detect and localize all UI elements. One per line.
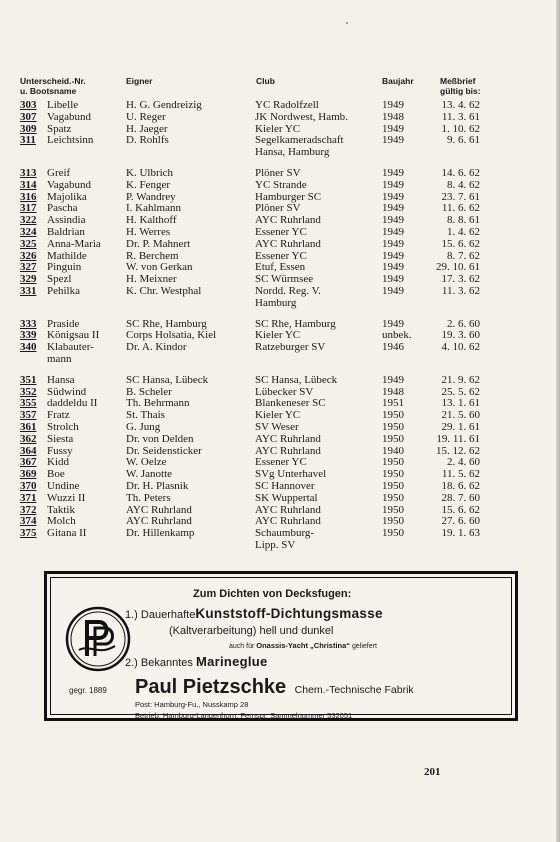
boat-name: Majolika [47, 190, 87, 203]
boat-number [20, 354, 47, 366]
table-row [20, 203, 480, 215]
certificate-valid-until: 1. 10. 62 [441, 122, 480, 135]
club-name: AYC Ruhrland [255, 503, 321, 516]
certificate-valid-until: 11. 6. 62 [441, 202, 480, 215]
owner-name: H. Meixner [126, 273, 177, 286]
table-row [20, 298, 480, 310]
certificate-valid-until: 11. 3. 61 [441, 110, 480, 123]
boat-number: 313 [20, 166, 37, 179]
club-name: Kieler YC [255, 122, 301, 135]
boat-name: Siesta [47, 432, 74, 445]
certificate-valid-until: 27. 6. 60 [441, 515, 480, 528]
table-row [20, 481, 480, 493]
owner-name: U. Reger [126, 110, 166, 123]
owner-name: Dr. Seidensticker [126, 444, 202, 457]
product-1-prefix: 1.) Dauerhafte [125, 609, 196, 621]
build-year: 1950 [382, 409, 404, 422]
founded-year: gegr. 1889 [69, 686, 107, 695]
boat-number: 322 [20, 214, 37, 227]
boat-number: 355 [20, 397, 37, 410]
owner-name: SC Rhe, Hamburg [126, 317, 207, 330]
boat-number: 327 [20, 261, 37, 274]
boat-name: Anna-Maria [47, 237, 101, 250]
boat-number: 340 [20, 341, 37, 354]
table-row [20, 457, 480, 469]
owner-name: AYC Ruhrland [126, 515, 192, 528]
build-year: 1950 [382, 432, 404, 445]
owner-name: St. Thais [126, 409, 165, 422]
club-name: AYC Ruhrland [255, 444, 321, 457]
header-certificate-line2: gültig bis: [440, 86, 481, 96]
club-name: SC Würmsee [255, 273, 314, 286]
certificate-valid-until: 17. 3. 62 [441, 273, 480, 286]
owner-name: SC Hansa, Lübeck [126, 373, 209, 386]
table-row [20, 505, 480, 517]
build-year: 1949 [382, 225, 404, 238]
table-row [20, 251, 480, 263]
build-year: 1950 [382, 420, 404, 433]
boat-number: 375 [20, 527, 37, 540]
company-line [135, 676, 414, 699]
build-year [382, 540, 424, 552]
header-owner: Eigner [126, 76, 153, 86]
boat-name: daddeldu II [47, 397, 98, 410]
print-speck [346, 22, 348, 24]
club-name: Lipp. SV [255, 538, 296, 551]
table-row [20, 286, 480, 298]
certificate-valid-until: 15. 12. 62 [436, 444, 480, 457]
certificate-valid-until: 21. 5. 60 [441, 409, 480, 422]
build-year: 1950 [382, 468, 404, 481]
certificate-valid-until [424, 147, 480, 159]
certificate-valid-until [424, 354, 480, 366]
product-1-note-yacht: Onassis-Yacht „Christina“ [256, 641, 351, 650]
table-row [20, 112, 480, 124]
certificate-valid-until: 19. 11. 61 [436, 432, 480, 445]
company-address: Post: Hamburg-Fu., Nusskamp 28 [135, 700, 249, 709]
build-year: 1949 [382, 178, 404, 191]
club-name: Hamburger SC [255, 190, 322, 203]
certificate-valid-until: 9. 6. 61 [447, 134, 480, 147]
boat-number: 331 [20, 284, 37, 297]
boat-name: Spatz [47, 122, 72, 135]
product-2 [125, 654, 268, 669]
table-row [20, 516, 480, 528]
table-row [20, 446, 480, 458]
certificate-valid-until: 15. 6. 62 [441, 503, 480, 516]
certificate-valid-until: 28. 7. 60 [441, 491, 480, 504]
club-name: Blankeneser SC [255, 397, 326, 410]
boat-name: Undine [47, 479, 80, 492]
build-year: 1949 [382, 261, 404, 274]
club-name: Essener YC [255, 249, 307, 262]
club-name: Etuf, Essen [255, 261, 306, 274]
boat-number: 329 [20, 273, 37, 286]
boat-name: Vagabund [47, 178, 91, 191]
build-year: 1949 [382, 190, 404, 203]
owner-name: H. Jaeger [126, 122, 168, 135]
build-year: 1950 [382, 527, 404, 540]
owner-name: K. Ulbrich [126, 166, 174, 179]
build-year [382, 147, 424, 159]
build-year: 1949 [382, 122, 404, 135]
boat-name: Klabauter- [47, 341, 94, 354]
build-year: 1946 [382, 341, 404, 354]
table-row [20, 398, 480, 410]
build-year: 1940 [382, 444, 404, 457]
boat-name: Greif [47, 166, 71, 179]
certificate-valid-until [424, 298, 480, 310]
certificate-valid-until: 15. 6. 62 [441, 237, 480, 250]
owner-name: W. Janotte [126, 468, 173, 481]
advertisement [44, 571, 518, 721]
build-year: 1950 [382, 456, 404, 469]
build-year: unbek. [382, 329, 412, 342]
boat-number [20, 540, 47, 552]
build-year: 1949 [382, 273, 404, 286]
boat-name: Gitana II [47, 527, 87, 540]
boat-name: Molch [47, 515, 76, 528]
boat-number: 361 [20, 420, 37, 433]
owner-name: Dr. P. Mahnert [126, 237, 191, 250]
certificate-valid-until: 2. 6. 60 [447, 317, 480, 330]
table-row [20, 239, 480, 251]
boat-number: 364 [20, 444, 37, 457]
build-year: 1950 [382, 479, 404, 492]
owner-name: Th. Peters [126, 491, 171, 504]
boat-name: Pascha [47, 202, 78, 215]
table-row [20, 274, 480, 286]
table-row [20, 192, 480, 204]
table-row [20, 147, 480, 159]
owner-name: K. Chr. Westphal [126, 284, 202, 297]
table-row [20, 528, 480, 540]
certificate-valid-until: 11. 5. 62 [441, 468, 480, 481]
boat-name: Hansa [47, 373, 75, 386]
page-number: 201 [424, 766, 441, 778]
club-name: AYC Ruhrland [255, 515, 321, 528]
boat-number: 339 [20, 329, 37, 342]
certificate-valid-until: 21. 9. 62 [441, 373, 480, 386]
boat-name: Taktik [47, 503, 75, 516]
build-year: 1950 [382, 515, 404, 528]
boat-number: 357 [20, 409, 37, 422]
club-name: Plöner SV [255, 166, 301, 179]
owner-name: D. Rohlfs [126, 134, 169, 147]
boat-number: 303 [20, 99, 37, 111]
certificate-valid-until: 8. 8. 61 [447, 214, 480, 227]
owner-name: W. Oelze [126, 456, 167, 469]
owner-name [126, 147, 255, 159]
club-name: Essener YC [255, 225, 307, 238]
header-year: Baujahr [382, 76, 414, 86]
table-row [20, 434, 480, 446]
boat-name: Fussy [47, 444, 73, 457]
owner-name: R. Berchem [126, 249, 179, 262]
boat-number: 352 [20, 385, 37, 398]
owner-name: B. Scheler [126, 385, 172, 398]
header-club: Club [256, 76, 275, 86]
club-name: SC Rhe, Hamburg [255, 317, 336, 330]
boat-name: Wuzzi II [47, 491, 86, 504]
boat-number: 333 [20, 317, 37, 330]
certificate-valid-until: 13. 1. 61 [441, 397, 480, 410]
certificate-valid-until: 29. 10. 61 [436, 261, 480, 274]
club-name: Kieler YC [255, 329, 301, 342]
boat-name: Leichtsinn [47, 134, 94, 147]
header-number-line1: Unterscheid.-Nr. [20, 76, 86, 86]
header-number-name [20, 76, 86, 96]
boat-number: 325 [20, 237, 37, 250]
club-name: YC Strande [255, 178, 307, 191]
certificate-valid-until: 1. 4. 62 [447, 225, 480, 238]
boat-name: Pinguin [47, 261, 82, 274]
certificate-valid-until: 14. 6. 62 [441, 166, 480, 179]
build-year: 1949 [382, 317, 404, 330]
club-name [255, 354, 382, 366]
group-spacer [20, 159, 480, 168]
table-row [20, 168, 480, 180]
owner-name: W. von Gerkan [126, 261, 193, 274]
boat-name: Libelle [47, 99, 79, 111]
club-name: Ratzeburger SV [255, 341, 326, 354]
certificate-valid-until: 13. 4. 62 [441, 99, 480, 111]
product-2-name: Marineglue [195, 654, 268, 669]
boat-number: 311 [20, 134, 36, 147]
owner-name: H. G. Gendreizig [126, 99, 202, 111]
boat-name: Assindia [47, 214, 86, 227]
build-year: 1949 [382, 134, 404, 147]
club-name: SVg Unterhavel [255, 468, 327, 481]
club-name: JK Nordwest, Hamb. [255, 110, 348, 123]
advertisement-title: Zum Dichten von Decksfugen: [193, 588, 352, 600]
boat-name: Fratz [47, 409, 70, 422]
build-year [382, 354, 424, 366]
build-year: 1950 [382, 503, 404, 516]
product-1-note-suffix: geliefert [351, 643, 377, 650]
owner-name: G. Jung [126, 420, 161, 433]
club-name: Lübecker SV [255, 385, 314, 398]
boat-number [20, 298, 47, 310]
owner-name: Dr. A. Kindor [126, 341, 187, 354]
product-1-note-prefix: auch für [229, 643, 255, 650]
owner-name: AYC Ruhrland [126, 503, 192, 516]
certificate-valid-until: 8. 4. 62 [447, 178, 480, 191]
certificate-valid-until: 19. 1. 63 [441, 527, 480, 540]
company-name: Paul Pietzschke [135, 676, 287, 698]
table-row [20, 262, 480, 274]
owner-name: Th. Behrmann [126, 397, 190, 410]
owner-name: I. Kahlmann [126, 202, 181, 215]
club-name: SC Hannover [255, 479, 315, 492]
boat-number [20, 147, 47, 159]
boat-name: Pehilka [47, 284, 80, 297]
boat-name: Strolch [47, 420, 79, 433]
table-row [20, 342, 480, 354]
club-name: Nordd. Reg. V. [255, 284, 321, 297]
boat-number: 316 [20, 190, 37, 203]
owner-name: Dr. von Delden [126, 432, 194, 445]
build-year: 1951 [382, 397, 404, 410]
boat-name: Boe [47, 468, 65, 481]
boat-name: mann [47, 352, 72, 365]
table-row [20, 215, 480, 227]
build-year: 1949 [382, 237, 404, 250]
boat-number: 370 [20, 479, 37, 492]
club-name: AYC Ruhrland [255, 237, 321, 250]
certificate-valid-until: 4. 10. 62 [441, 341, 480, 354]
club-name: SC Hansa, Lübeck [255, 373, 338, 386]
build-year: 1949 [382, 214, 404, 227]
product-1-note [229, 641, 377, 650]
header-number-line2: u. Bootsname [20, 86, 77, 96]
certificate-valid-until: 19. 3. 60 [441, 329, 480, 342]
boat-number: 324 [20, 225, 37, 238]
club-name: AYC Ruhrland [255, 432, 321, 445]
owner-name [126, 540, 255, 552]
build-year: 1949 [382, 373, 404, 386]
owner-name: H. Werres [126, 225, 171, 238]
club-name: AYC Ruhrland [255, 214, 321, 227]
group-spacer [20, 310, 480, 319]
certificate-valid-until: 25. 5. 62 [441, 385, 480, 398]
certificate-valid-until: 2. 4. 60 [447, 456, 480, 469]
owner-name [126, 298, 255, 310]
boat-name: Spezl [47, 273, 72, 286]
boat-number: 371 [20, 491, 37, 504]
boat-number: 369 [20, 468, 37, 481]
table-row [20, 375, 480, 387]
club-name: Hansa, Hamburg [255, 146, 330, 159]
owner-name: H. Kalthoff [126, 214, 177, 227]
club-name: Segelkameradschaft [255, 134, 344, 147]
owner-name: K. Fenger [126, 178, 170, 191]
boat-number: 326 [20, 249, 37, 262]
club-name: Plöner SV [255, 202, 301, 215]
company-type: Chem.-Technische Fabrik [294, 684, 414, 696]
owner-name: Dr. H. Plasnik [126, 479, 189, 492]
club-name: SK Wuppertal [255, 491, 318, 504]
table-row [20, 410, 480, 422]
boat-register-table [20, 100, 480, 552]
table-row [20, 469, 480, 481]
certificate-valid-until: 29. 1. 61 [441, 420, 480, 433]
header-certificate [440, 76, 481, 96]
certificate-valid-until [424, 540, 480, 552]
boat-name: Mathilde [47, 249, 87, 262]
club-name: YC Radolfzell [255, 99, 319, 111]
certificate-valid-until: 11. 3. 62 [441, 284, 480, 297]
company-logo-icon [65, 606, 131, 672]
product-1-detail: (Kaltverarbeitung) hell und dunkel [169, 625, 334, 637]
club-name: Essener YC [255, 456, 307, 469]
boat-number: 314 [20, 178, 37, 191]
table-row [20, 180, 480, 192]
boat-number: 367 [20, 456, 37, 469]
build-year [382, 298, 424, 310]
build-year: 1948 [382, 110, 404, 123]
header-certificate-line1: Meßbrief [440, 76, 476, 86]
club-name: SV Weser [255, 420, 299, 433]
owner-name: Dr. Hillenkamp [126, 527, 195, 540]
boat-number: 307 [20, 110, 37, 123]
owner-name: P. Wandrey [126, 190, 176, 203]
product-1-name: Kunststoff-Dichtungsmasse [195, 606, 383, 621]
table-row [20, 493, 480, 505]
boat-name [47, 298, 126, 310]
company-contact: Betrieb: Hamburg-Langenhorn, Fernspr. Sammelnummer 532051 [135, 711, 353, 720]
build-year: 1948 [382, 385, 404, 398]
boat-number: 351 [20, 373, 37, 386]
table-row [20, 135, 480, 147]
boat-name: Südwind [47, 385, 87, 398]
page-edge [556, 0, 560, 842]
table-row [20, 540, 480, 552]
owner-name: Corps Holsatia, Kiel [126, 329, 217, 342]
certificate-valid-until: 23. 7. 61 [441, 190, 480, 203]
product-1 [125, 606, 383, 621]
boat-name: Vagabund [47, 110, 91, 123]
boat-name: Praside [47, 317, 80, 330]
boat-name: Baldrian [47, 225, 85, 238]
build-year: 1950 [382, 491, 404, 504]
boat-name: Königsau II [47, 329, 100, 342]
boat-name [47, 540, 126, 552]
club-name: Schaumburg- [255, 527, 315, 540]
certificate-valid-until: 18. 6. 62 [441, 479, 480, 492]
owner-name [126, 354, 255, 366]
certificate-valid-until: 8. 7. 62 [447, 249, 480, 262]
build-year: 1949 [382, 166, 404, 179]
table-row [20, 354, 480, 366]
build-year: 1949 [382, 284, 404, 297]
group-spacer [20, 366, 480, 375]
boat-number: 362 [20, 432, 37, 445]
club-name: Kieler YC [255, 409, 301, 422]
build-year: 1949 [382, 99, 404, 111]
boat-number: 372 [20, 503, 37, 516]
club-name: Hamburg [255, 296, 297, 309]
product-2-prefix: 2.) Bekanntes [125, 657, 193, 669]
boat-number: 374 [20, 515, 37, 528]
boat-name [47, 147, 126, 159]
table-row [20, 227, 480, 239]
boat-name: Kidd [47, 456, 69, 469]
table-row [20, 422, 480, 434]
boat-number: 309 [20, 122, 37, 135]
boat-number: 317 [20, 202, 37, 215]
build-year: 1949 [382, 202, 404, 215]
build-year: 1949 [382, 249, 404, 262]
